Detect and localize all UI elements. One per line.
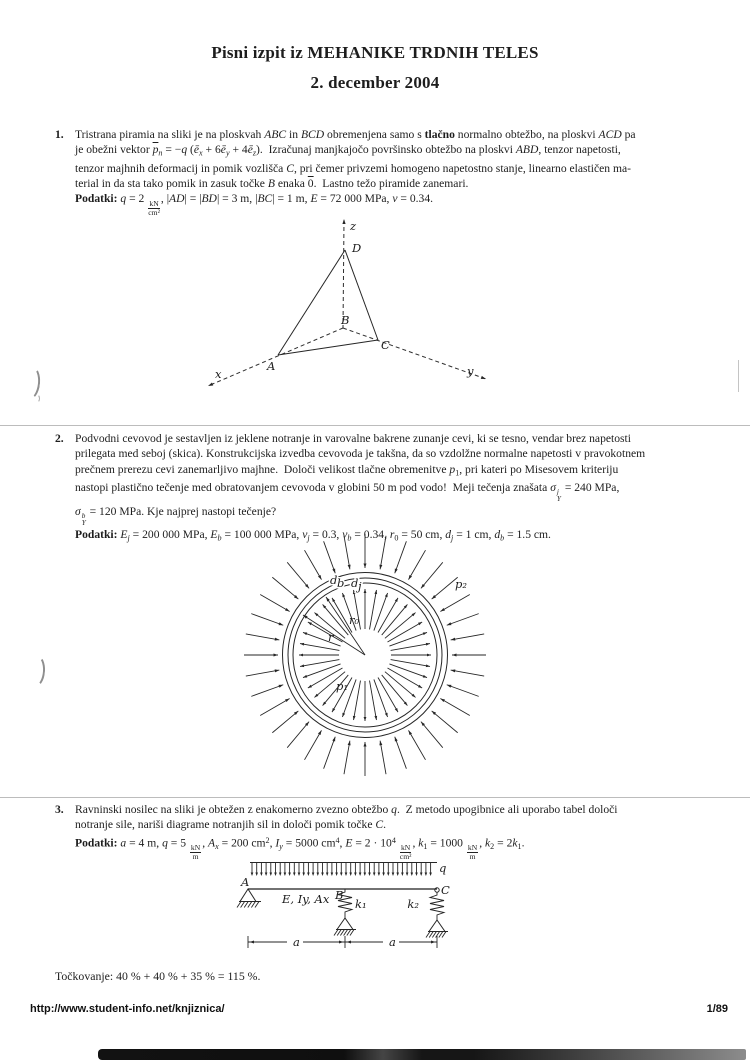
page-date: 2. december 2004 [310,73,440,92]
axis-label-z: z [350,219,357,233]
vertex-label-a: A [267,359,276,373]
scan-artifact-3 [738,360,739,392]
problem-3-number: 3. [55,803,64,816]
label-dj-sub: j [358,579,362,593]
problem-1 [55,127,745,217]
separator-1 [0,425,750,426]
figure-pipe [230,525,500,793]
figure-pyramid [195,216,495,398]
label-p2: p₂ [455,577,467,591]
label-r: r [328,630,334,644]
page-number: 1/89 [706,1003,728,1015]
dim-label-a2: a [389,935,396,949]
support-k1 [337,918,353,930]
problem-2-number: 2. [55,432,64,445]
node-label-c: C [441,883,450,897]
spring-k1 [338,889,352,918]
beam-props-label: E, Iy, Ax [282,892,330,906]
label-db-main: d [330,573,338,587]
node-label-b: B [335,888,344,902]
spring-label-k2: k₂ [407,897,419,911]
scan-artifact-1b [31,393,40,404]
support-k2 [429,920,445,932]
axis-label-y: y [467,364,474,378]
node-label-a: A [241,875,250,889]
separator-2 [0,797,750,798]
problem-2-text: Podvodni cevovod je sestavljen iz jeklene notranje in varovalne bakrene zunanje cevi, ki se tesno, vendar brez napetosti prilegata med seboj (skica). Konstrukcijska izvedba cevovoda je takšna, da so vzdolžne normalne napetosti v pravokotnem prečnem prerezu cevi zanemarljivo majhne. Določi velikost tlačne obremenitve p1, pri kateri po Misesovem kriteriju nastopi plastično tečenje med obratovanjem cevovoda v globini 50 m pod vodo! Meji tečenja znašata σ j Y = 240 MPa, σ b Y = 120 MPa. Kje najprej nastopi tečenje? Podatki: Ej = 200 000 MPa, Eb = 100 000 MPa, νj = 0.3, νb = 0.34, r0 = 50 cm, dj = 1 cm, db = 1.5 cm. [75,432,646,543]
label-r0: r₀ [349,613,360,627]
label-p1: p₁ [336,679,348,693]
dim-label-a1: a [293,935,300,949]
problem-1-number: 1. [55,128,64,141]
problem-3 [55,802,745,861]
vertex-label-c: C [381,338,390,352]
spring-label-k1: k₁ [355,897,367,911]
page-title: Pisni izpit iz MEHANIKE TRDNIH TELES [211,43,539,62]
load-label-q: q [439,861,447,875]
scoring-note: Točkovanje: 40 % + 40 % + 35 % = 115 %. [55,969,261,983]
pin-support-a [240,889,256,902]
problem-3-text: Ravninski nosilec na sliki je obtežen z enakomerno zvezno obtežbo q. Z metodo upogibnice ali uporabo tabel določi notranje sile, nariši diagrame notranjih sil in določi pomik točke C. Podatki: a = 4 m, q = 5 $\frac{kN}{m}$ , Ax = 200 $cm^2$, Iy = 5000 $cm^4$, $E = 2 \cdot 10^4$ $\frac{kN}{\text{cm²}}$ , k1 = 1000 $\frac{kN}{m}$ , k2 = 2k1. [75,803,618,861]
footer-url: http://www.student-info.net/knjiznica/ [30,1003,225,1015]
figure-beam [235,856,470,956]
axis-label-x: x [215,367,222,381]
label-dj-main: d [351,576,359,590]
problem-1-text: Tristrana piramia na sliki je na ploskvah ABC in BCD obremenjena samo s tlačno normalno obtežbo, na ploskvi ACD pa je obežni vektor $\overline{p}n = -q$ (ēx + 6ēy + 4ēz). Izračunaj manjkajočo površinsko obtežbo na ploskvi ABD, tenzor napetosti, tenzor majhnih deformacij in pomik vozlišča C, pri čemer privzemi homogeno napetostno stanje, linearno elastičen ma- terial in da sta tako pomik in zasuk točke B enaka 0. Lastno težo piramide zanemari. Podatki: q = 2 $\frac{kN}{\text{cm²}}$ , |AD| = |BD| = 3 m, |BC| = 1 m, E = 72 000 MPa, ν = 0.34. [75,128,636,217]
scan-artifact-2 [26,654,46,687]
bottom-scan-bar [98,1049,746,1060]
label-db-sub: b [337,576,345,590]
vertex-label-d: D [352,241,362,255]
vertex-label-b: B [341,313,350,327]
